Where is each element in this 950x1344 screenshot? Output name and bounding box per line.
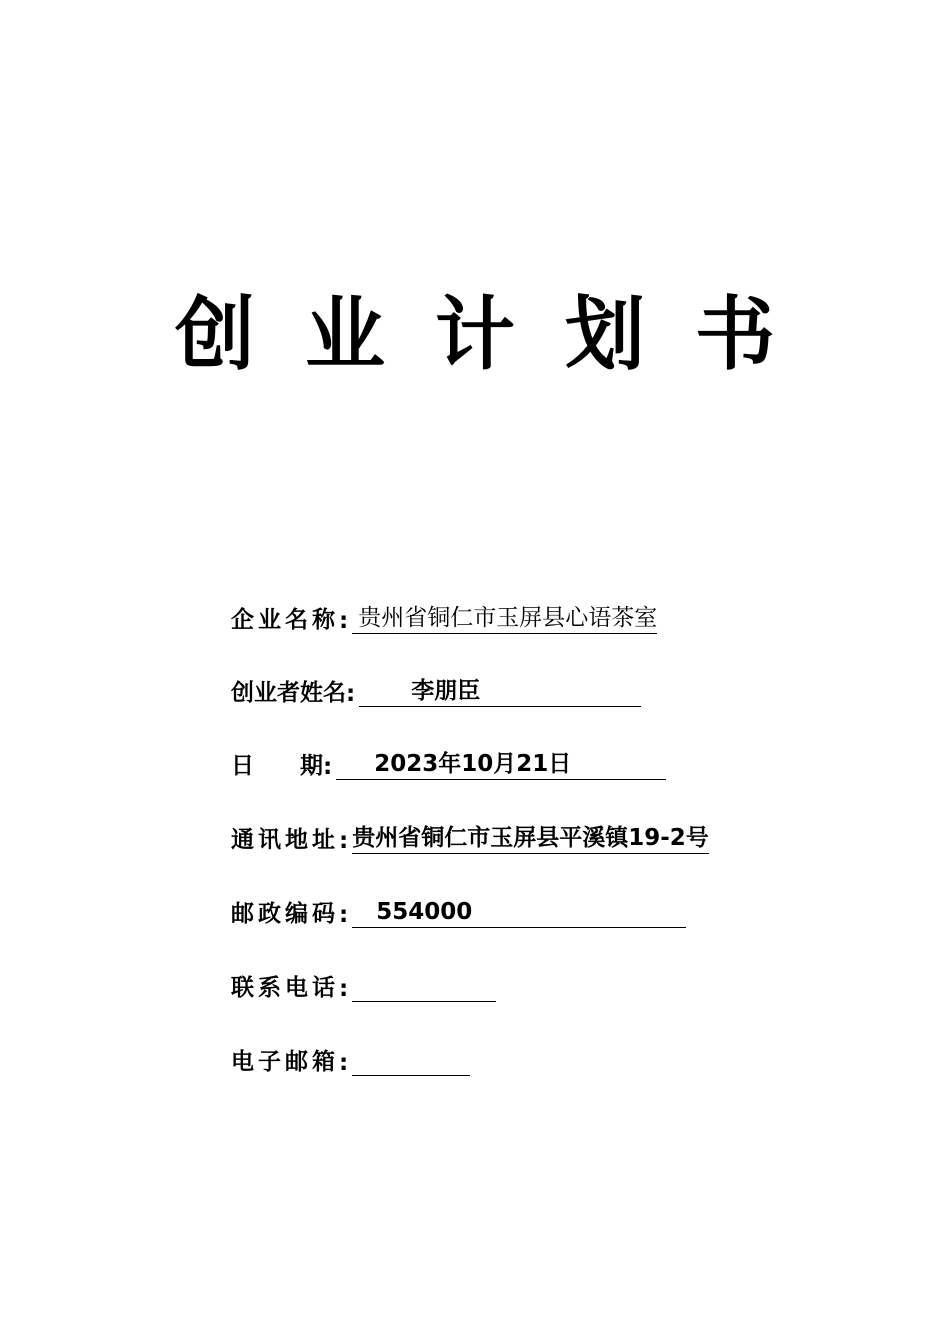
postcode-row <box>231 894 686 928</box>
title-char: 业 <box>305 288 385 381</box>
phone-label: 联系电话 <box>231 975 339 1001</box>
phone-row <box>231 968 496 1002</box>
document-title <box>0 285 950 385</box>
company-name-label: 企业名称 <box>231 607 339 633</box>
title-char: 计 <box>435 288 515 381</box>
colon: : <box>323 754 333 780</box>
postcode-value: 554000 <box>352 900 686 928</box>
phone-value <box>352 975 496 1002</box>
email-value <box>352 1049 470 1076</box>
date-row <box>231 746 666 780</box>
email-label: 电子邮箱 <box>231 1049 339 1075</box>
founder-name-label: 创业者姓名 <box>231 680 346 706</box>
address-value: 贵州省铜仁市玉屏县平溪镇19-2号 <box>352 826 709 854</box>
colon: : <box>339 902 349 928</box>
colon: : <box>339 976 349 1002</box>
company-name-row <box>231 600 657 634</box>
postcode-label: 邮政编码 <box>231 901 339 927</box>
colon: : <box>346 681 356 707</box>
title-char: 书 <box>695 288 775 381</box>
date-label: 日 期 <box>231 753 324 779</box>
colon: : <box>339 828 349 854</box>
founder-name-value: 李朋臣 <box>359 679 641 707</box>
email-row <box>231 1042 470 1076</box>
company-name-value: 贵州省铜仁市玉屏县心语茶室 <box>352 606 657 634</box>
title-char: 划 <box>565 288 645 381</box>
date-value: 2023年10月21日 <box>336 752 666 780</box>
address-label: 通讯地址 <box>231 827 339 853</box>
founder-name-row <box>231 673 641 707</box>
title-char: 创 <box>175 288 255 381</box>
address-row <box>231 820 709 854</box>
colon: : <box>339 608 349 634</box>
colon: : <box>339 1050 349 1076</box>
